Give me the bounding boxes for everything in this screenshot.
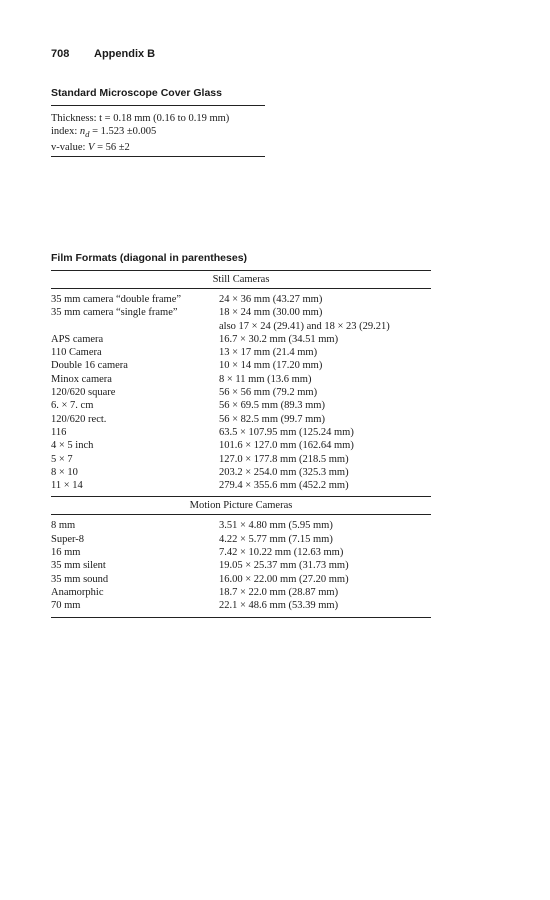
format-name: 120/620 square xyxy=(51,387,116,399)
format-name: 120/620 rect. xyxy=(51,413,107,425)
format-size: 10 × 14 mm (17.20 mm) xyxy=(219,360,323,372)
format-size: 3.51 × 4.80 mm (5.95 mm) xyxy=(219,520,333,532)
format-name: 4 × 5 inch xyxy=(51,440,94,452)
format-name: Double 16 camera xyxy=(51,360,128,372)
format-size: 279.4 × 355.6 mm (452.2 mm) xyxy=(219,480,349,492)
table-row xyxy=(51,373,431,386)
format-name: 35 mm sound xyxy=(51,573,109,585)
format-size: 22.1 × 48.6 mm (53.39 mm) xyxy=(219,600,339,612)
table-row xyxy=(51,426,431,439)
table-row xyxy=(51,466,431,479)
format-name: Super-8 xyxy=(51,533,85,545)
format-name xyxy=(51,320,219,333)
format-name: Minox camera xyxy=(51,373,112,385)
format-size: 8 × 11 mm (13.6 mm) xyxy=(219,373,312,385)
film-formats-table xyxy=(51,270,431,618)
table-row xyxy=(51,399,431,412)
format-size: 101.6 × 127.0 mm (162.64 mm) xyxy=(219,440,354,452)
format-size: 63.5 × 107.95 mm (125.24 mm) xyxy=(219,426,354,438)
table-row xyxy=(51,306,431,319)
format-name: 8 × 10 xyxy=(51,466,78,478)
table-row xyxy=(51,359,431,372)
format-size: 56 × 82.5 mm (99.7 mm) xyxy=(219,413,325,425)
index-label: index: xyxy=(51,126,80,137)
format-size: 4.22 × 5.77 mm (7.15 mm) xyxy=(219,533,333,545)
table-row xyxy=(51,453,431,466)
format-size: 19.05 × 25.37 mm (31.73 mm) xyxy=(219,560,349,572)
table-row xyxy=(51,346,431,359)
format-size: 16.00 × 22.00 mm (27.20 mm) xyxy=(219,573,349,585)
table-row xyxy=(51,546,431,559)
index-value: = 1.523 ±0.005 xyxy=(89,126,157,137)
table-row xyxy=(51,413,431,426)
table-row xyxy=(51,519,431,532)
cover-glass-title: Standard Microscope Cover Glass xyxy=(51,87,222,99)
table-row xyxy=(51,533,431,546)
still-cameras-heading: Still Cameras xyxy=(51,271,431,289)
index-subscript: d xyxy=(85,129,90,140)
table-row xyxy=(51,479,431,492)
format-size: 16.7 × 30.2 mm (34.51 mm) xyxy=(219,333,339,345)
vvalue-value: = 56 ±2 xyxy=(94,142,130,154)
format-size: 203.2 × 254.0 mm (325.3 mm) xyxy=(219,466,349,478)
format-name: 116 xyxy=(51,426,67,438)
still-cameras-rows xyxy=(51,289,431,496)
index-line xyxy=(51,125,265,141)
vvalue-label: v-value: xyxy=(51,142,89,154)
vvalue-line xyxy=(51,141,265,154)
table-row xyxy=(51,439,431,452)
format-name: 11 × 14 xyxy=(51,480,83,492)
format-name: Anamorphic xyxy=(51,586,104,598)
vvalue-symbol: V xyxy=(88,142,95,154)
format-name: 8 mm xyxy=(51,520,76,532)
table-row xyxy=(51,573,431,586)
format-name: 5 × 7 xyxy=(51,453,73,465)
index-symbol: n xyxy=(79,126,86,137)
section-name: Appendix B xyxy=(94,48,156,60)
format-name: 16 mm xyxy=(51,547,81,559)
format-size: 18 × 24 mm (30.00 mm) xyxy=(219,307,323,319)
format-size: 24 × 36 mm (43.27 mm) xyxy=(219,294,323,305)
thickness-line: Thickness: t = 0.18 mm (0.16 to 0.19 mm) xyxy=(51,113,230,124)
motion-cameras-rows xyxy=(51,515,431,616)
format-size: 127.0 × 177.8 mm (218.5 mm) xyxy=(219,453,349,465)
film-formats-title: Film Formats (diagonal in parentheses) xyxy=(51,252,248,264)
cover-glass-table xyxy=(51,105,265,157)
table-row xyxy=(51,386,431,399)
format-size: 56 × 69.5 mm (89.3 mm) xyxy=(219,400,325,412)
table-row xyxy=(51,599,431,612)
format-size: 18.7 × 22.0 mm (28.87 mm) xyxy=(219,586,339,598)
format-name: 35 mm silent xyxy=(51,560,106,572)
table-row xyxy=(51,559,431,572)
format-name: 35 mm camera “double frame” xyxy=(51,294,182,305)
format-size: 56 × 56 mm (79.2 mm) xyxy=(219,387,318,399)
running-header xyxy=(51,48,155,60)
format-name: 70 mm xyxy=(51,600,81,612)
motion-cameras-heading: Motion Picture Cameras xyxy=(51,497,431,515)
format-size: 7.42 × 10.22 mm (12.63 mm) xyxy=(219,547,344,559)
format-name: 110 Camera xyxy=(51,347,102,359)
bottom-rule xyxy=(51,617,431,618)
format-size: 13 × 17 mm (21.4 mm) xyxy=(219,347,318,359)
table-row xyxy=(51,586,431,599)
table-row xyxy=(51,320,431,333)
format-name: 6. × 7. cm xyxy=(51,400,94,412)
format-name: 35 mm camera “single frame” xyxy=(51,307,178,319)
format-name: APS camera xyxy=(51,333,104,345)
table-row xyxy=(51,293,431,306)
page-number: 708 xyxy=(51,48,70,60)
table-row xyxy=(51,333,431,346)
format-size: also 17 × 24 (29.41) and 18 × 23 (29.21) xyxy=(219,320,390,332)
